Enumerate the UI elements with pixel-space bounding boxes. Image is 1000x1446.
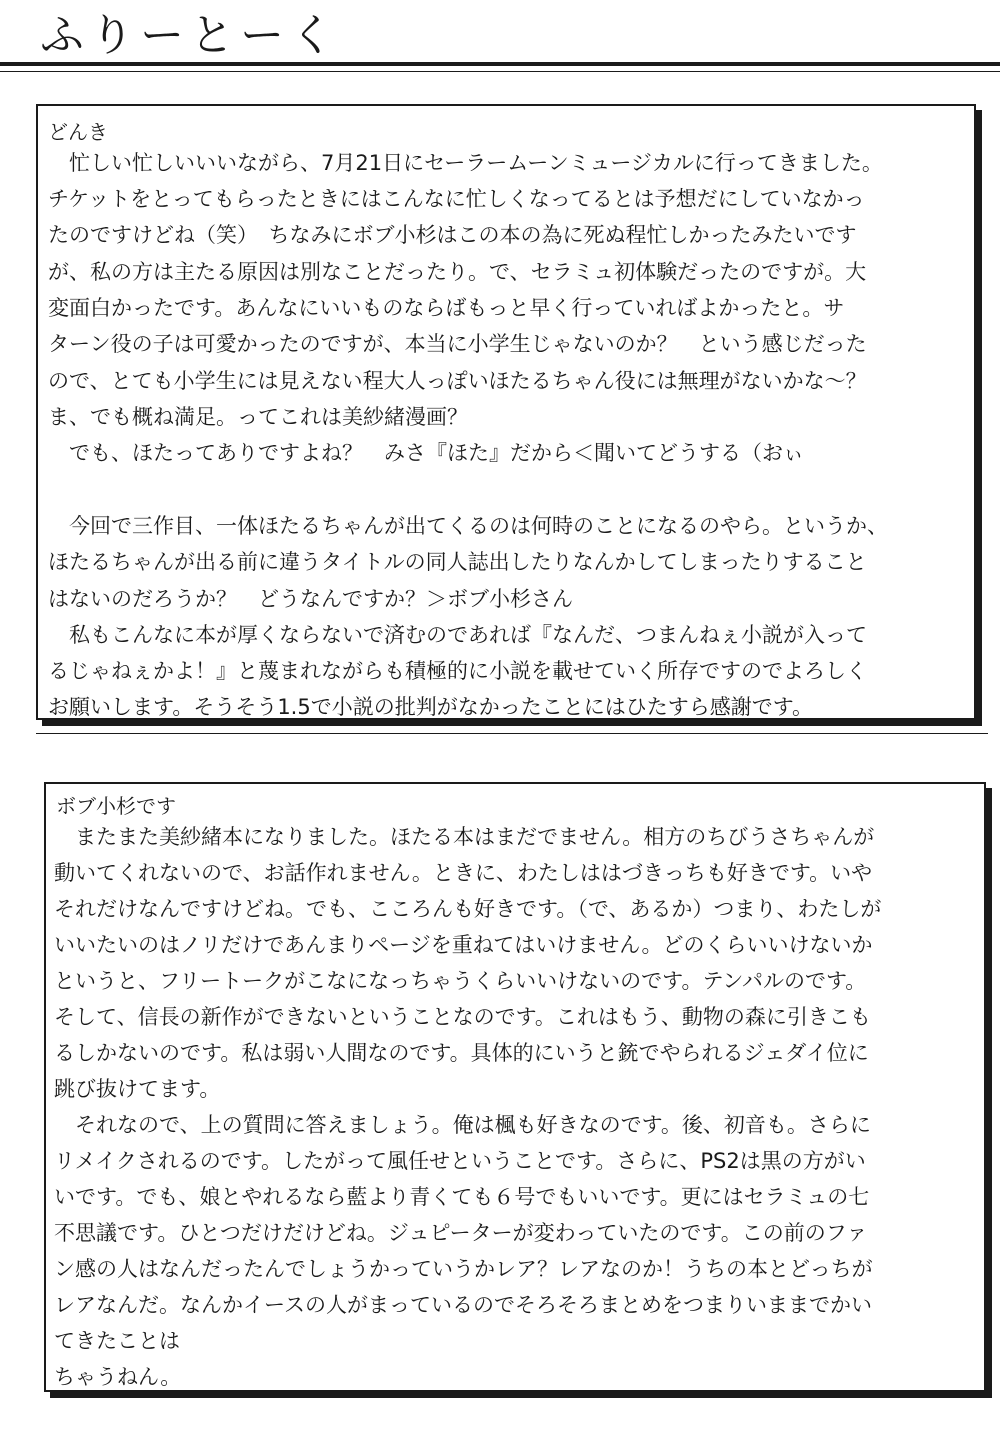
text-line: それだけなんですけどね。でも、こころんも好きです。（で、あるか）つまり、わたしが bbox=[54, 897, 882, 921]
text-line: たのですけどね（笑） ちなみにボブ小杉はこの本の為に死ぬ程忙しかったみたいです bbox=[48, 223, 857, 247]
text-line: いです。でも、娘とやれるなら藍より青くても６号でもいいです。更にはセラミュの七 bbox=[54, 1185, 870, 1209]
text-line: 私もこんなに本が厚くならないで済むのであれば『なんだ、つまんねぇ小説が入って bbox=[48, 623, 867, 647]
page-title: ふりーとーく bbox=[40, 10, 340, 61]
text-line: それなので、上の質問に答えましょう。俺は楓も好きなのです。後、初音も。さらに bbox=[54, 1113, 871, 1137]
title-rule-thick bbox=[0, 62, 1000, 66]
text-line: お願いします。そうそう1.5で小説の批判がなかったことにはひたすら感謝です。 bbox=[48, 695, 814, 719]
text-line: そして、信長の新作ができないということなのです。これはもう、動物の森に引きこも bbox=[54, 1005, 871, 1029]
text-line: てきたことは bbox=[54, 1329, 180, 1353]
text-line: レアなんだ。なんかイースの人がまっているのでそろそろまとめをつまりいままでかい bbox=[54, 1293, 872, 1317]
text-line: ターン役の子は可愛かったのですが、本当に小学生じゃないのか？ という感じだった bbox=[48, 332, 867, 356]
text-line: るじゃねぇかよ！』と蔑まれながらも積極的に小説を載せていく所存ですのでよろしく bbox=[48, 659, 867, 683]
text-line: 今回で三作目、一体ほたるちゃんが出てくるのは何時のことになるのやら。というか、 bbox=[48, 514, 888, 538]
text-line: ま、でも概ね満足。ってこれは美紗緒漫画？ bbox=[48, 405, 468, 429]
text-line: リメイクされるのです。したがって風任せということです。さらに、PS2は黒の方がい bbox=[54, 1149, 866, 1173]
separator-rule bbox=[36, 733, 988, 734]
section-author: どんき bbox=[48, 120, 108, 144]
text-line: チケットをとってもらったときにはこんなに忙しくなってるとは予想だにしていなかっ bbox=[48, 187, 865, 211]
text-line: るしかないのです。私は弱い人間なのです。具体的にいうと銃でやられるジェダイ位に bbox=[54, 1041, 869, 1065]
text-line: ちゃうねん。 bbox=[54, 1365, 182, 1389]
text-line: が、私の方は主たる原因は別なことだったり。で、セラミュ初体験だったのですが。大 bbox=[48, 260, 867, 284]
text-line: ので、とても小学生には見えない程大人っぽいほたるちゃん役には無理がないかな～？ bbox=[48, 369, 867, 393]
title-rule-thin bbox=[0, 71, 1000, 72]
text-line: でも、ほたってありですよね？ みさ『ほた』だから＜聞いてどうする（おぃ bbox=[48, 441, 804, 465]
section-author: ボブ小杉です bbox=[56, 794, 176, 818]
text-line: いいたいのはノリだけであんまりページを重ねてはいけません。どのくらいいけないか bbox=[54, 933, 873, 957]
talk-box-bob bbox=[44, 782, 986, 1392]
text-line: はないのだろうか？ どうなんですか？＞ボブ小杉さん bbox=[48, 587, 573, 611]
text-line: 跳び抜けてます。 bbox=[54, 1077, 221, 1101]
talk-box-donki bbox=[36, 104, 976, 720]
text-line: 忙しい忙しいいいながら、7月21日にセーラームーンミュージカルに行ってきました。 bbox=[48, 151, 883, 175]
text-line: というと、フリートークがこなになっちゃうくらいいけないのです。テンパルのです。 bbox=[54, 969, 867, 993]
text-line: 動いてくれないので、お話作れません。ときに、わたしははづきっちも好きです。いや bbox=[54, 861, 873, 885]
text-line: 不思議です。ひとつだけだけどね。ジュピーターが変わっていたのです。この前のファ bbox=[54, 1221, 868, 1245]
text-line: 変面白かったです。あんなにいいものならばもっと早く行っていればよかったと。サ bbox=[48, 296, 845, 320]
text-line: ほたるちゃんが出る前に違うタイトルの同人誌出したりなんかしてしまったりすること bbox=[48, 550, 867, 574]
text-line: またまた美紗緒本になりました。ほたる本はまだでません。相方のちびうさちゃんが bbox=[54, 825, 875, 849]
text-line: ン感の人はなんだったんでしょうかっていうかレア？レアなのか！うちの本とどっちが bbox=[54, 1257, 873, 1281]
